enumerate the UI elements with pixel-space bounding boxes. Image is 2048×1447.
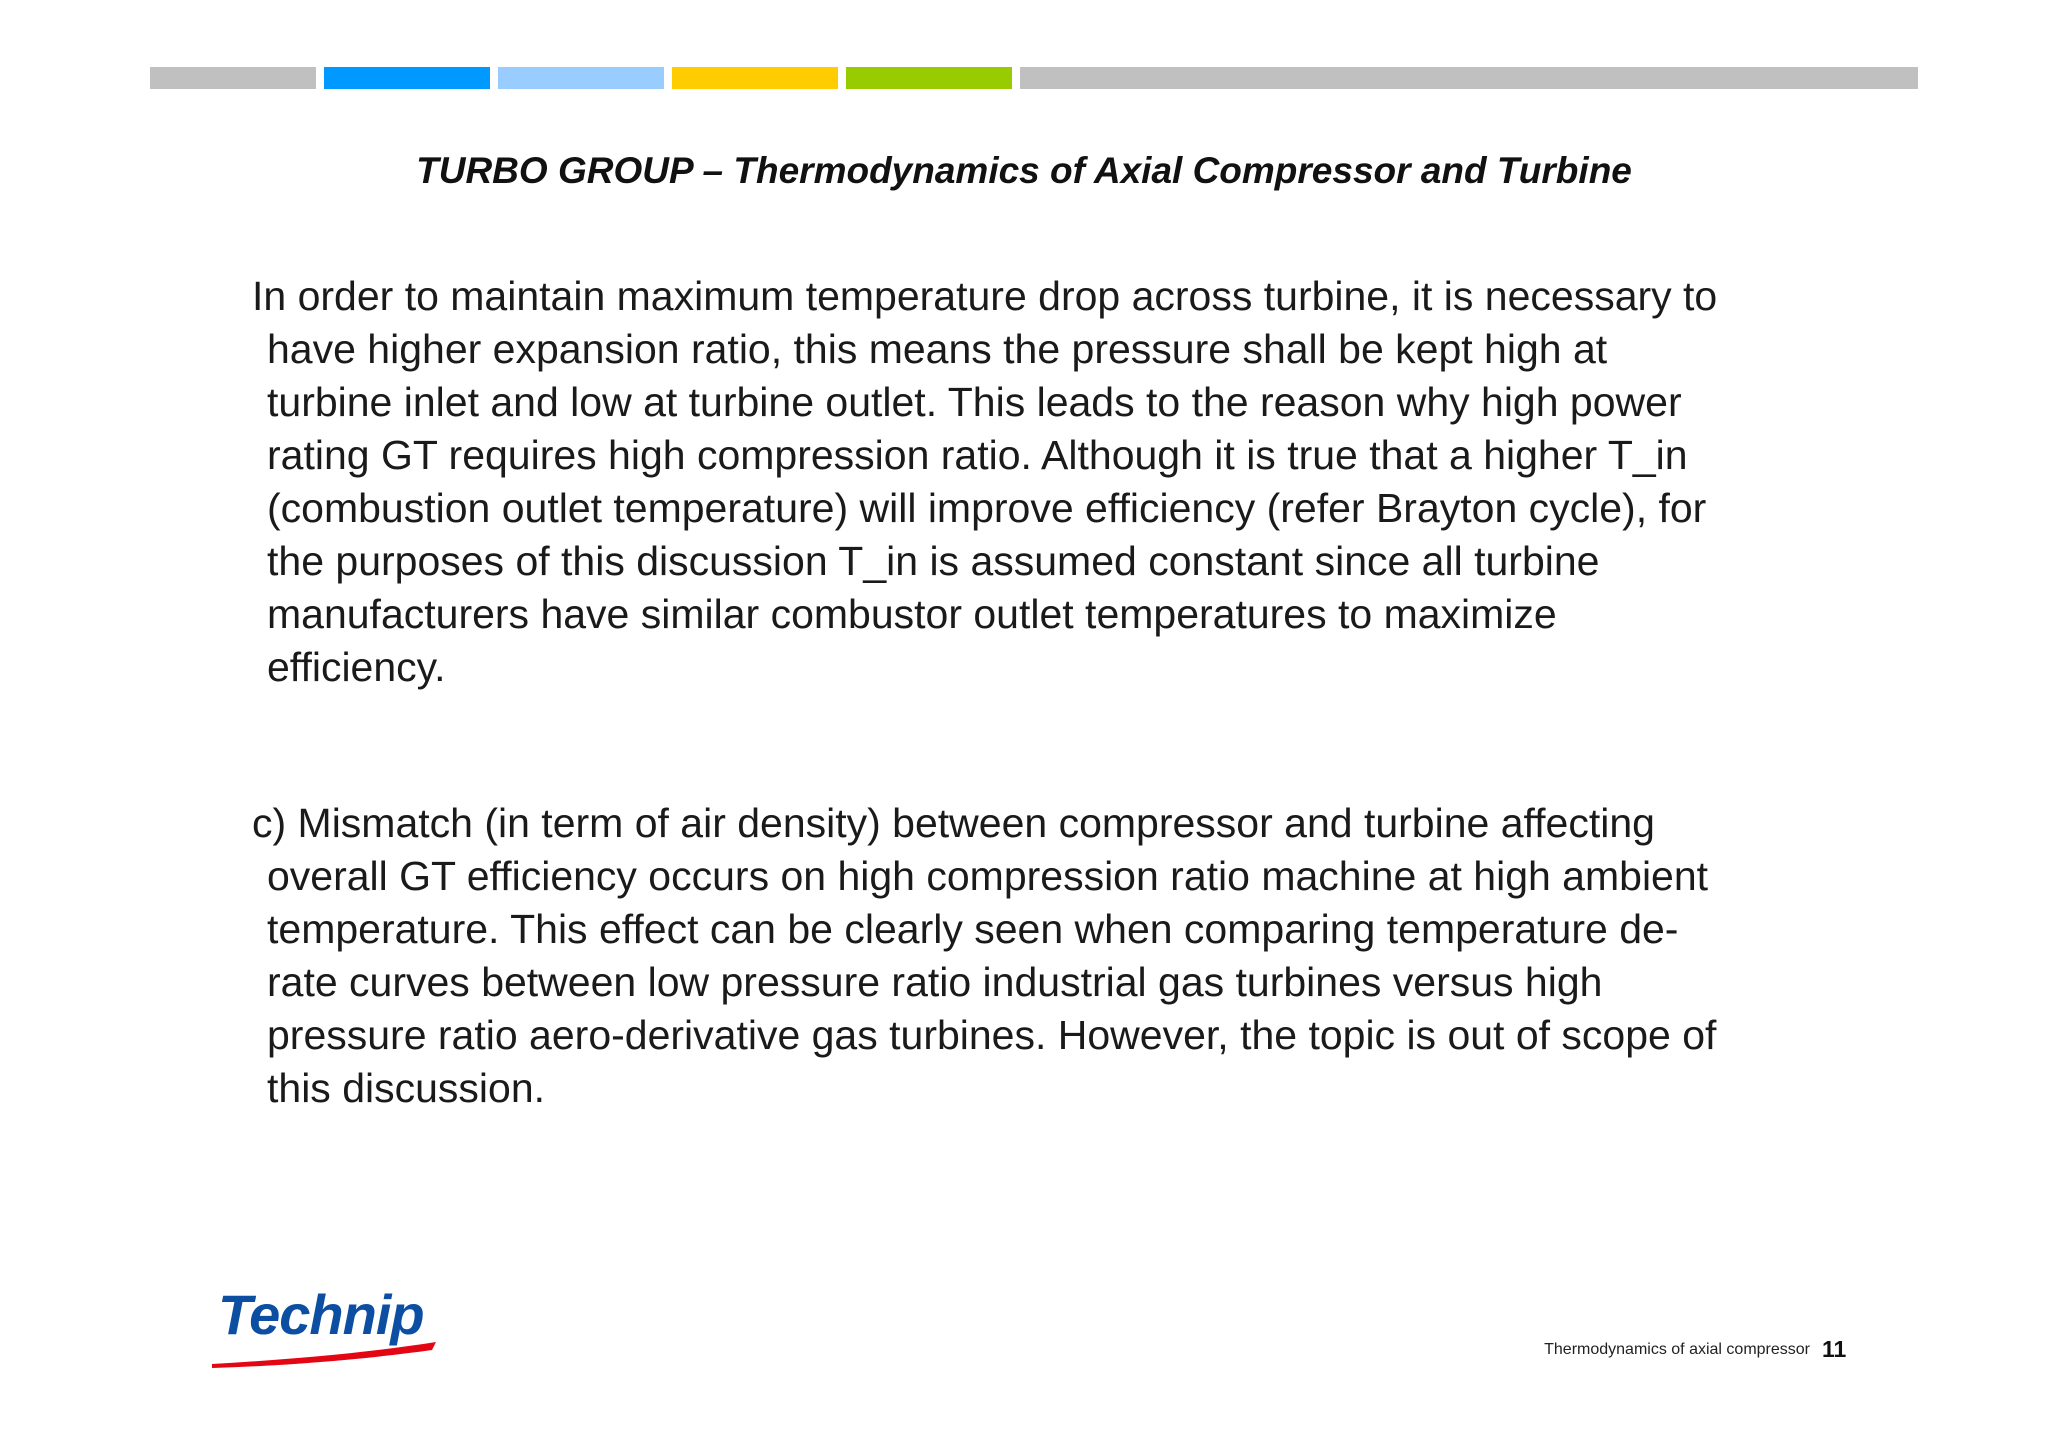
- color-bar-yellow: [672, 67, 838, 89]
- paragraph-line: efficiency.: [267, 644, 446, 690]
- logo-text: Technip: [218, 1283, 424, 1346]
- paragraph-line: manufacturers have similar combustor outlet temperatures to maximize: [267, 591, 1557, 637]
- footer-caption: Thermodynamics of axial compressor: [1544, 1341, 1810, 1358]
- paragraph-line: pressure ratio aero-derivative gas turbines. However, the topic is out of scope of: [267, 1012, 1717, 1058]
- paragraph-line: rating GT requires high compression ratio. Although it is true that a higher T_in: [267, 432, 1688, 478]
- paragraph-line: turbine inlet and low at turbine outlet. This leads to the reason why high power: [267, 379, 1682, 425]
- color-bar-blue: [324, 67, 490, 89]
- body-paragraph-1: [252, 270, 1872, 694]
- color-bar-gray-1: [150, 67, 316, 89]
- paragraph-line: c) Mismatch (in term of air density) between compressor and turbine affecting: [252, 800, 1655, 846]
- paragraph-line: this discussion.: [267, 1065, 546, 1111]
- paragraph-line: rate curves between low pressure ratio industrial gas turbines versus high: [267, 959, 1603, 1005]
- color-bar-gray-2: [1020, 67, 1918, 89]
- page-number: 11: [1822, 1336, 1847, 1362]
- paragraph-line: the purposes of this discussion T_in is assumed constant since all turbine: [267, 538, 1600, 584]
- paragraph-line: (combustion outlet temperature) will improve efficiency (refer Brayton cycle), for: [267, 485, 1707, 531]
- slide-title: TURBO GROUP – Thermodynamics of Axial Compressor and Turbine: [416, 150, 1632, 191]
- paragraph-line: In order to maintain maximum temperature drop across turbine, it is necessary to: [252, 273, 1718, 319]
- color-bar-light-blue: [498, 67, 664, 89]
- color-bar-green: [846, 67, 1012, 89]
- paragraph-line: have higher expansion ratio, this means the pressure shall be kept high at: [267, 326, 1608, 372]
- technip-logo-icon: [210, 1280, 446, 1370]
- body-paragraph-2: [252, 797, 1872, 1115]
- paragraph-line: temperature. This effect can be clearly seen when comparing temperature de-: [267, 906, 1679, 952]
- paragraph-line: overall GT efficiency occurs on high compression ratio machine at high ambient: [267, 853, 1709, 899]
